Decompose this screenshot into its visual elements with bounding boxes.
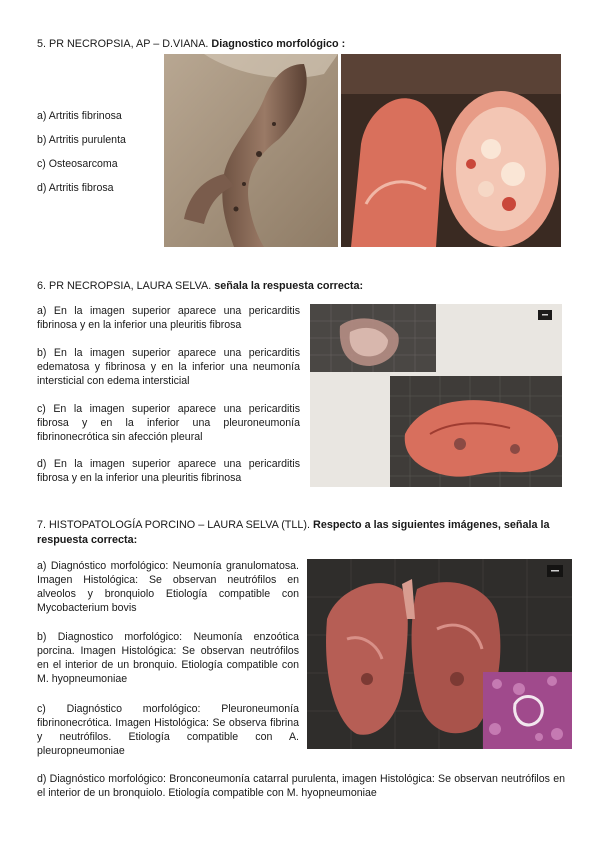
- q5-option-c[interactable]: c) Osteosarcoma: [37, 158, 118, 170]
- q7-option-b[interactable]: b) Diagnostico morfológico: Neumonía enzoótica porcina. Imagen Histológica: Se observan neutrófilos en el interior de un bronquio. Etiología compatible con M. hyopneumoniae: [37, 631, 299, 685]
- pericardium-lung-photo: [310, 304, 562, 487]
- question-5-title: 5. PR NECROPSIA, AP – D.VIANA. Diagnostico morfológico :: [37, 38, 346, 50]
- q7-option-a[interactable]: a) Diagnóstico morfológico: Neumonía granulomatosa. Imagen Histológica: Se observan neutrófilos en alveolos y bronquiolo Etiología compatible con Mycobacterium bovis: [37, 560, 299, 614]
- porcine-lung-photo: [307, 559, 572, 749]
- q7-option-c[interactable]: c) Diagnóstico morfológico: Pleuroneumonía fibrinonecrótica. Imagen Histológica: Se observa fibrina y neutrófilos. Etiología compatible con A. pleuropneumoniae: [37, 703, 299, 757]
- question-7-title: 7. HISTOPATOLOGÍA PORCINO – LAURA SELVA (TLL). Respecto a las siguientes imágenes, señala la respuesta correcta:: [37, 519, 550, 546]
- q6-option-b[interactable]: b) En la imagen superior aparece una pericarditis edematosa y fibrinosa y en la inferior una neumonía intersticial con edema intersticial: [37, 347, 300, 387]
- q7-option-d[interactable]: d) Diagnóstico morfológico: Bronconeumonía catarral purulenta, imagen Histológica: Se observan neutrófilos en el interior de un bronquiolo. Etiología compatible con M. hyopneumoniae: [37, 773, 565, 799]
- q6-option-a[interactable]: a) En la imagen superior aparece una pericarditis fibrinosa y en la inferior una pleuritis fibrosa: [37, 305, 300, 331]
- q5-option-a[interactable]: a) Artritis fibrinosa: [37, 110, 122, 122]
- pig-leg-photo: [164, 54, 338, 247]
- q5-option-b[interactable]: b) Artritis purulenta: [37, 134, 126, 146]
- question-6-title: 6. PR NECROPSIA, LAURA SELVA. señala la respuesta correcta:: [37, 280, 364, 292]
- q6-option-c[interactable]: c) En la imagen superior aparece una pericarditis fibrosa y en la inferior una pleuroneumonía fibrinonecrótica sin afección pleural: [37, 403, 300, 443]
- joint-section-photo: [341, 54, 561, 247]
- q5-option-d[interactable]: d) Artritis fibrosa: [37, 182, 114, 194]
- q6-option-d[interactable]: d) En la imagen superior aparece una pericarditis fibrosa y en la inferior una pleuritis fibrinosa: [37, 458, 300, 484]
